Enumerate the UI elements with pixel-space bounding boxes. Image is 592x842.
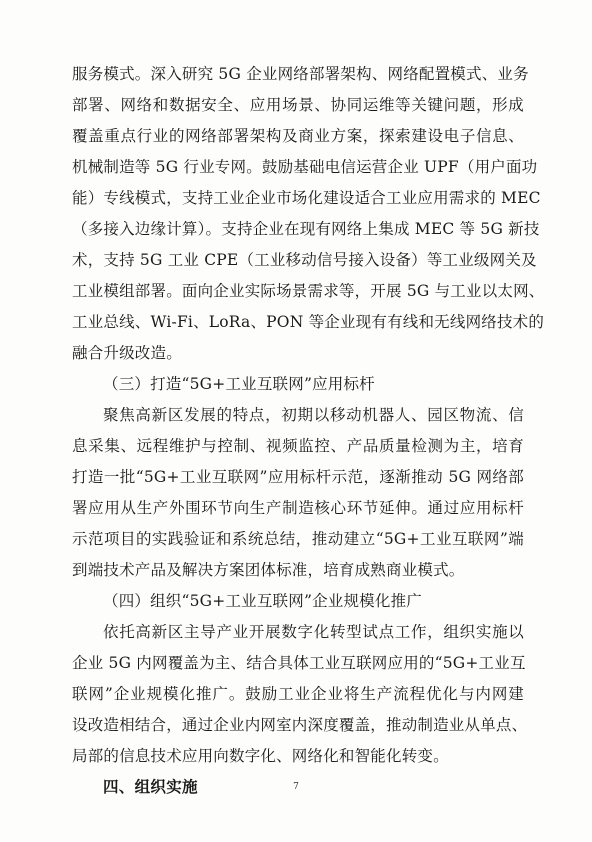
paragraph-line: 到端技术产品及解决方案团体标准，培育成熟商业模式。 [72, 561, 465, 579]
paragraph-line: 聚焦高新区发展的特点，初期以移动机器人、园区物流、信 [103, 406, 524, 424]
paragraph-line: 依托高新区主导产业开展数字化转型试点工作，组织实施以 [103, 623, 524, 641]
paragraph-line: 术，支持 5G 工业 CPE（工业移动信号接入设备）等工业级网关及 [72, 251, 537, 269]
paragraph-line: 设改造相结合，通过企业内网室内深度覆盖，推动制造业从单点、 [72, 716, 528, 734]
paragraph-line: 联网”企业规模化推广。鼓励工业企业将生产流程优化与内网建 [72, 685, 524, 703]
paragraph-line: 能）专线模式，支持工业企业市场化建设适合工业应用需求的 MEC [72, 189, 541, 207]
paragraph-line: （多接入边缘计算）。支持企业在现有网络上集成 MEC 等 5G 新技 [72, 220, 540, 238]
paragraph-line: 机械制造等 5G 行业专网。鼓励基础电信运营企业 UPF（用户面功 [72, 158, 538, 176]
paragraph-line: 融合升级改造。 [72, 344, 182, 362]
page-number: 7 [293, 782, 299, 792]
paragraph-line: 打造一批“5G+工业互联网”应用标杆示范，逐渐推动 5G 网络部 [72, 468, 524, 486]
section-subheading: （四）组织“5G+工业互联网”企业规模化推广 [103, 592, 422, 610]
document-body [72, 59, 545, 803]
paragraph-line: 工业总线、Wi-Fi、LoRa、PON 等企业现有有线和无线网络技术的 [72, 313, 545, 331]
paragraph-line: 示范项目的实践验证和系统总结，推动建立“5G+工业互联网”端 [72, 530, 524, 548]
paragraph-line: 局部的信息技术应用向数字化、网络化和智能化转变。 [72, 747, 449, 765]
paragraph-line: 工业模组部署。面向企业实际场景需求等，开展 5G 与工业以太网、 [72, 282, 545, 300]
section-heading: 四、组织实施 [103, 778, 198, 796]
paragraph-line: 企业 5G 内网覆盖为主、结合具体工业互联网应用的“5G+工业互 [72, 654, 526, 672]
section-subheading: （三）打造“5G+工业互联网”应用标杆 [103, 375, 375, 393]
paragraph-line: 服务模式。深入研究 5G 企业网络部署架构、网络配置模式、业务 [72, 65, 529, 83]
paragraph-line: 覆盖重点行业的网络部署架构及商业方案，探索建设电子信息、 [72, 127, 524, 145]
paragraph-line: 署应用从生产外围环节向生产制造核心环节延伸。通过应用标杆 [72, 499, 524, 517]
paragraph-line: 部署、网络和数据安全、应用场景、协同运维等关键问题，形成 [72, 96, 524, 114]
paragraph-line: 息采集、远程维护与控制、视频监控、产品质量检测为主，培育 [72, 437, 524, 455]
